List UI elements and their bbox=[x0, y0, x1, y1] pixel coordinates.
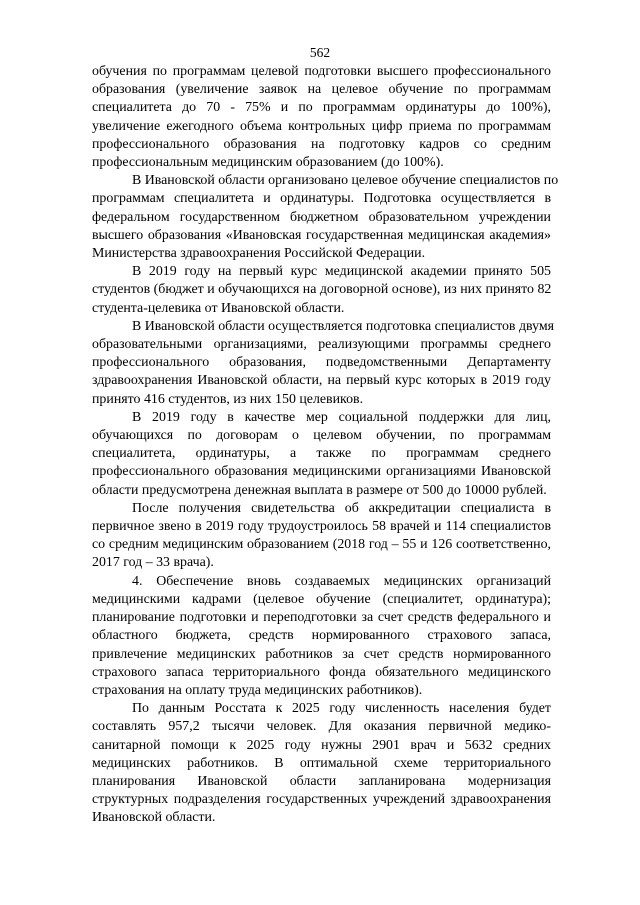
text-line: Министерства здравоохранения Российской Федерации. bbox=[92, 246, 426, 262]
text-line: По данным Росстата к 2025 году численность населения будет bbox=[132, 701, 551, 717]
paragraph bbox=[92, 318, 555, 409]
text-line: профессионального образования на подготовку кадров со средним bbox=[92, 136, 551, 152]
text-line: высшего образования «Ивановская государственная медицинская академия» bbox=[92, 227, 551, 243]
text-line: студентов (бюджет и обучающихся на договорной основе), из них принято 82 bbox=[92, 282, 552, 298]
text-line: В 2019 году на первый курс медицинской академии принято 505 bbox=[132, 264, 551, 280]
text-line: профессионального образования медицинскими организациями Ивановской bbox=[92, 464, 551, 480]
paragraph bbox=[92, 263, 551, 318]
text-line: принято 416 студентов, из них 150 целевиков. bbox=[92, 391, 364, 407]
page-number: 562 bbox=[309, 45, 331, 60]
paragraph bbox=[92, 573, 551, 700]
text-line: В Ивановской области осуществляется подготовка специалистов двумя bbox=[132, 318, 555, 334]
paragraph bbox=[92, 500, 551, 573]
text-line: В Ивановской области организовано целевое обучение специалистов по bbox=[132, 173, 559, 189]
text-line: страхования на оплату труда медицинских работников). bbox=[92, 682, 423, 698]
text-line: обучения по программам целевой подготовки высшего профессионального bbox=[92, 64, 551, 79]
text-line: области предусмотрена денежная выплата в размере от 500 до 10000 рублей. bbox=[92, 482, 547, 498]
text-line: первичное звено в 2019 году трудоустроилось 58 врачей и 114 специалистов bbox=[92, 519, 551, 535]
text-line: образования (увеличение заявок на целевое обучение по программам bbox=[92, 82, 551, 98]
text-line: В 2019 году в качестве мер социальной поддержки для лиц, bbox=[132, 409, 551, 425]
text-line: специалитета до 70 - 75% и по программам ординатуры до 100%), bbox=[92, 100, 551, 116]
document-body bbox=[92, 63, 559, 828]
text-line: обучающихся по договорам о целевом обучении, по программам bbox=[92, 428, 551, 444]
text-line: После получения свидетельства об аккредитации специалиста в bbox=[132, 500, 551, 516]
paragraph bbox=[92, 172, 559, 263]
text-line: планирование подготовки и переподготовки за счет средств федерального и bbox=[92, 610, 551, 626]
text-line: 4. Обеспечение вновь создаваемых медицинских организаций bbox=[132, 573, 551, 589]
text-line: санитарной помощи к 2025 году нужны 2901 врач и 5632 средних bbox=[92, 737, 551, 753]
text-line: здравоохранения Ивановской области, на первый курс которых в 2019 году bbox=[92, 373, 551, 389]
text-line: профессионального образования, подведомственными Департаменту bbox=[92, 355, 551, 371]
text-line: составлять 957,2 тысячи человек. Для оказания первичной медико- bbox=[92, 719, 551, 735]
paragraph bbox=[92, 700, 551, 827]
text-line: медицинскими кадрами (целевое обучение (специалитет, ординатура); bbox=[92, 591, 551, 607]
text-line: планирования Ивановской области запланирована модернизация bbox=[92, 773, 551, 789]
text-line: 2017 год – 33 врача). bbox=[92, 555, 214, 571]
text-line: студента-целевика от Ивановской области. bbox=[92, 300, 345, 316]
text-line: программам специалитета и ординатуры. Подготовка осуществляется в bbox=[92, 191, 551, 207]
text-line: профессиональным медицинским образованием (до 100%). bbox=[92, 155, 444, 171]
text-line: увеличение ежегодного объема контрольных цифр приема по программам bbox=[92, 118, 551, 134]
text-line: специалитета, ординатуры, а также по программам среднего bbox=[92, 446, 551, 462]
paragraph bbox=[92, 63, 551, 172]
text-line: структурных подразделения государственных учреждений здравоохранения bbox=[92, 792, 551, 808]
text-line: Ивановской области. bbox=[92, 810, 216, 826]
text-line: медицинских работников. В оптимальной схеме территориального bbox=[92, 755, 551, 771]
text-line: образовательными организациями, реализующими программы среднего bbox=[92, 337, 551, 353]
text-line: со средним медицинским образованием (2018 год – 55 и 126 соответственно, bbox=[92, 537, 551, 553]
text-line: областного бюджета, средств нормированного страхового запаса, bbox=[92, 628, 551, 644]
paragraph bbox=[92, 409, 551, 500]
text-line: привлечение медицинских работников за счет средств нормированного bbox=[92, 646, 551, 662]
text-line: федеральном государственном бюджетном образовательном учреждении bbox=[92, 209, 551, 225]
text-line: страхового запаса территориального фонда обязательного медицинского bbox=[92, 664, 551, 680]
